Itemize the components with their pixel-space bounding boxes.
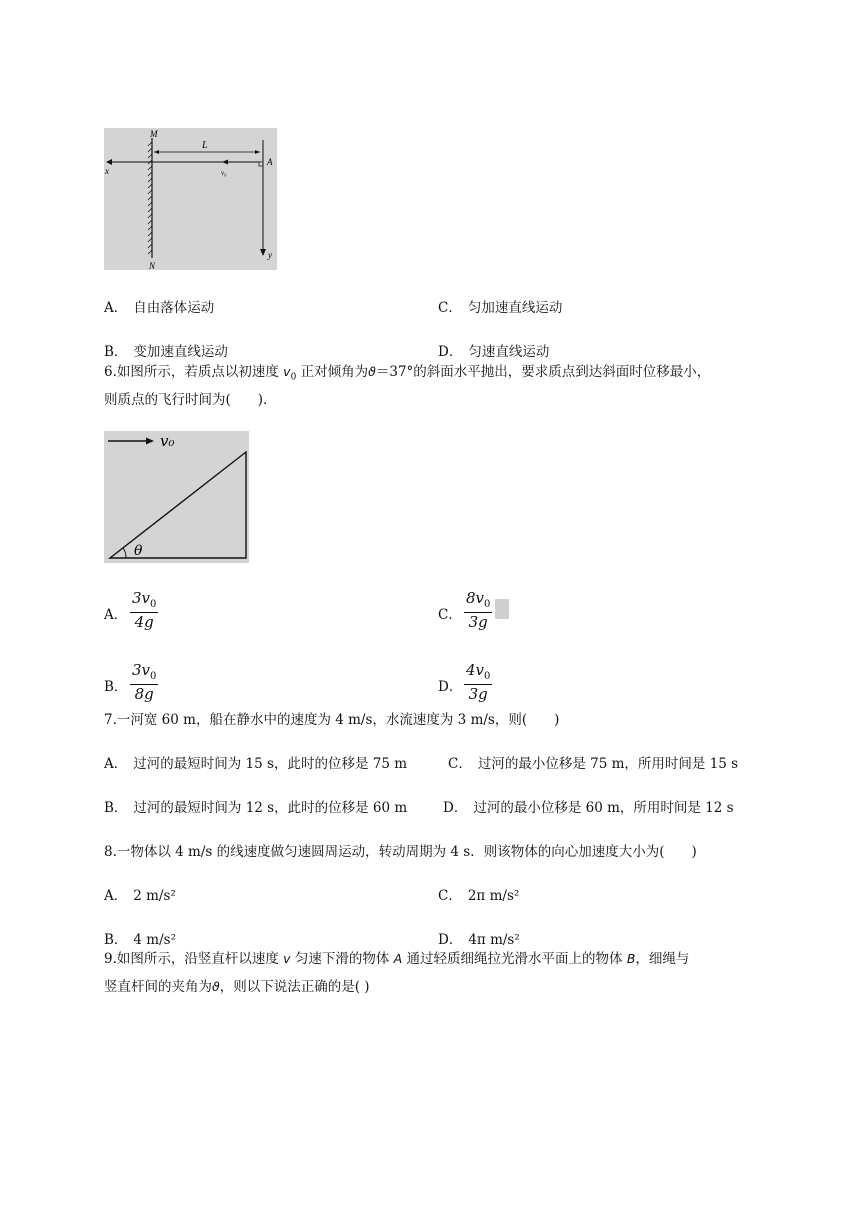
right-angle-mark bbox=[259, 162, 263, 166]
label-y: y bbox=[268, 250, 272, 260]
q8-option-d[interactable]: D． 4π m/s² bbox=[438, 932, 520, 948]
label-x: x bbox=[105, 166, 109, 176]
y-axis-arrow bbox=[260, 249, 266, 256]
q6-option-a-letter[interactable]: A． bbox=[104, 607, 128, 623]
label-v0: v₀ bbox=[221, 169, 227, 177]
figure-projectile-wall bbox=[104, 128, 277, 270]
label-theta: θ bbox=[134, 543, 143, 559]
label-v0: v₀ bbox=[160, 432, 175, 450]
q6-option-b-letter[interactable]: B． bbox=[104, 679, 128, 695]
option-text: 自由落体运动 bbox=[133, 300, 215, 316]
q7-option-a[interactable]: A． 过河的最短时间为 15 s，此时的位移是 75 m bbox=[104, 756, 408, 772]
q6-option-b-fraction: $\frac{3v_0}{8g}$ bbox=[132, 661, 157, 703]
q6-option-d-fraction: $\frac{4v_0}{3g}$ bbox=[466, 661, 491, 703]
q8-option-c[interactable]: C． 2π m/s² bbox=[438, 888, 520, 904]
q8-option-b[interactable]: B． 4 m/s² bbox=[104, 932, 176, 948]
label-A: A bbox=[267, 157, 273, 167]
option-text: 匀加速直线运动 bbox=[467, 300, 563, 316]
q6-option-c-letter[interactable]: C． bbox=[438, 607, 462, 623]
label-N: N bbox=[149, 261, 156, 270]
option-text: 变加速直线运动 bbox=[133, 344, 228, 360]
label-M: M bbox=[150, 129, 158, 139]
angle-arc bbox=[123, 548, 126, 558]
q9-stem-line1: 9.如图所示，沿竖直杆以速度 v 匀速下滑的物体 A 通过轻质细绳拉光滑水平面上的物体 B，细绳与 bbox=[104, 951, 690, 967]
q6-option-d-letter[interactable]: D． bbox=[438, 679, 463, 695]
q6-stem-line1: 6.如图所示，若质点以初速度 $v_0$ 正对倾角为ϑ＝37°的斜面水平抛出，要求质点到达斜面时位移最小， bbox=[104, 364, 711, 383]
option-letter: B． bbox=[104, 344, 128, 360]
q6-option-a-fraction: $\frac{3v_0}{4g}$ bbox=[132, 589, 157, 631]
q8-option-a[interactable]: A． 2 m/s² bbox=[104, 888, 176, 904]
figure-incline bbox=[104, 431, 249, 563]
q8-stem: 8.一物体以 4 m/s 的线速度做匀速圆周运动，转动周期为 4 s．则该物体的向心加速度大小为( ) bbox=[104, 844, 697, 860]
q5-option-b[interactable] bbox=[104, 340, 228, 360]
q5-option-a[interactable] bbox=[104, 296, 214, 316]
velocity-arrow-head bbox=[146, 438, 154, 445]
q9-stem-line2: 竖直杆间的夹角为ϑ，则以下说法正确的是( ) bbox=[104, 979, 370, 995]
q7-option-b[interactable]: B． 过河的最短时间为 12 s，此时的位移是 60 m bbox=[104, 800, 408, 816]
q6-option-c-fraction: $\frac{8v_0}{3g}$ bbox=[466, 589, 491, 631]
label-L: L bbox=[202, 140, 208, 151]
q7-option-d[interactable]: D． 过河的最小位移是 60 m，所用时间是 12 s bbox=[443, 800, 734, 816]
figure-projectile-wall-svg bbox=[104, 128, 277, 270]
option-letter: A． bbox=[104, 300, 128, 316]
wall-hatching bbox=[148, 142, 152, 254]
selection-marker bbox=[495, 599, 509, 619]
x-axis-arrow bbox=[106, 159, 112, 165]
q7-option-c[interactable]: C． 过河的最小位移是 75 m，所用时间是 15 s bbox=[448, 756, 739, 772]
q7-stem: 7.一河宽 60 m，船在静水中的速度为 4 m/s，水流速度为 3 m/s，则( ) bbox=[104, 712, 560, 728]
option-letter: D． bbox=[438, 344, 463, 360]
option-letter: C． bbox=[438, 300, 462, 316]
figure-incline-svg bbox=[104, 431, 249, 563]
velocity-arrow bbox=[222, 160, 228, 165]
option-text: 匀速直线运动 bbox=[468, 344, 550, 360]
q6-stem-line2: 则质点的飞行时间为( ). bbox=[104, 392, 268, 408]
incline-triangle bbox=[110, 452, 246, 558]
q5-option-c[interactable] bbox=[438, 296, 562, 316]
q5-option-d[interactable] bbox=[438, 340, 549, 360]
